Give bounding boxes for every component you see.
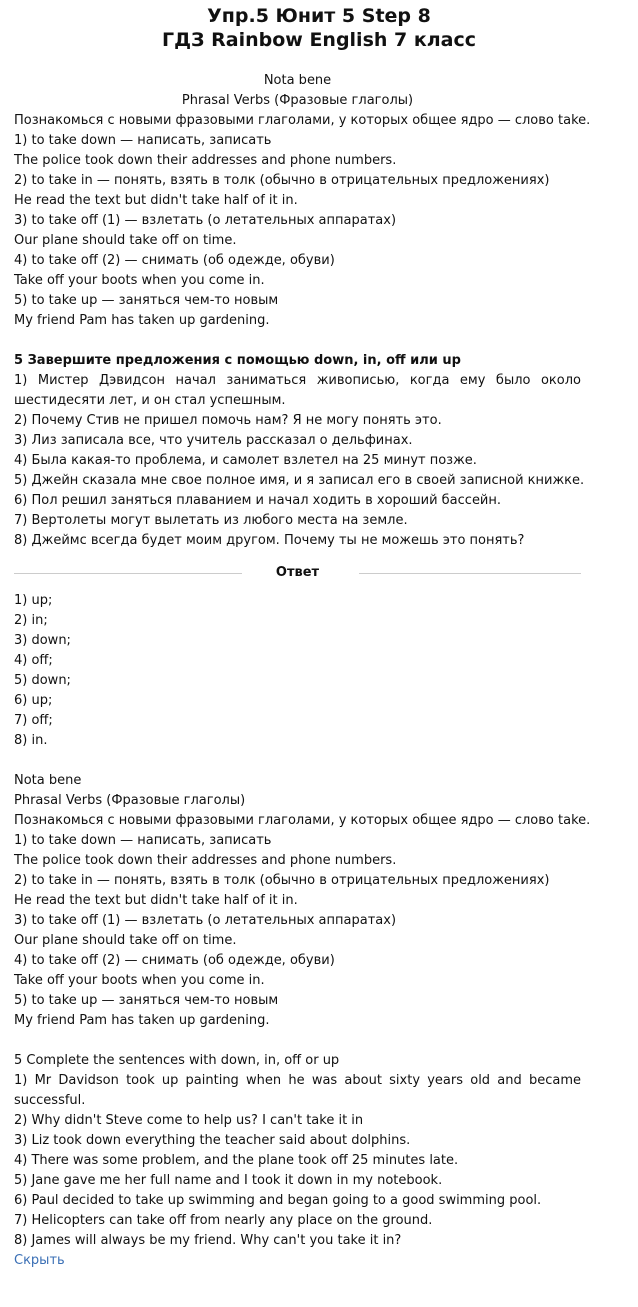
exercise-item: 4) There was some problem, and the plane took off 25 minutes late. xyxy=(14,1153,459,1168)
rule-line: 4) to take off (2) — снимать (об одежде, обуви) xyxy=(14,253,335,268)
exercise-item-line: шестидесяти лет, и он стал успешным. xyxy=(14,393,286,408)
rule-line: Our plane should take off on time. xyxy=(14,233,237,248)
answer-intro-text: Познакомься с новыми фразовыми глаголами, у которых общее ядро — слово take. xyxy=(14,813,591,828)
exercise-list xyxy=(14,371,585,551)
answer-item: 6) up; xyxy=(14,693,53,708)
answer-item: 4) off; xyxy=(14,653,53,668)
rule-line: 2) to take in — понять, взять в толк (обычно в отрицательных предложениях) xyxy=(14,873,550,888)
answer-nota-bene: Nota bene xyxy=(14,773,82,788)
exercise-item: 8) Джеймс всегда будет моим другом. Почему ты не можешь это понять? xyxy=(14,533,525,548)
phrasal-verbs-heading: Phrasal Verbs (Фразовые глаголы) xyxy=(181,93,414,108)
exercise-item-line: successful. xyxy=(14,1093,86,1108)
rule-line: 1) to take down — написать, записать xyxy=(14,833,272,848)
answer-divider xyxy=(14,561,581,591)
answer-item: 7) off; xyxy=(14,713,53,728)
rule-line: My friend Pam has taken up gardening. xyxy=(14,313,270,328)
rule-line: Our plane should take off on time. xyxy=(14,933,237,948)
title-line-2: ГДЗ Rainbow English 7 класс xyxy=(161,29,477,51)
exercise-item: 6) Пол решил заняться плаванием и начал ходить в хороший бассейн. xyxy=(14,493,502,508)
exercise-item: 8) James will always be my friend. Why can't you take it in? xyxy=(14,1233,402,1248)
exercise-item: 3) Liz took down everything the teacher said about dolphins. xyxy=(14,1133,411,1148)
rule-line: Take off your boots when you come in. xyxy=(14,973,265,988)
rule-line: 5) to take up — заняться чем-то новым xyxy=(14,993,279,1008)
answer-item: 8) in. xyxy=(14,733,48,748)
rule-line: My friend Pam has taken up gardening. xyxy=(14,1013,270,1028)
rule-line: 1) to take down — написать, записать xyxy=(14,133,272,148)
answer-item: 2) in; xyxy=(14,613,48,628)
spacer xyxy=(14,331,581,351)
hide-answer-link[interactable]: Скрыть xyxy=(14,1253,65,1268)
rule-line: The police took down their addresses and phone numbers. xyxy=(14,853,397,868)
exercise-item: 2) Why didn't Steve come to help us? I can't take it in xyxy=(14,1113,364,1128)
title-line-1: Упр.5 Юнит 5 Step 8 xyxy=(207,5,431,27)
rule-line: The police took down their addresses and phone numbers. xyxy=(14,153,397,168)
spacer xyxy=(14,751,581,771)
answer-exercise-list xyxy=(14,1071,581,1251)
answer-list xyxy=(14,591,581,751)
rule-line: 3) to take off (1) — взлетать (о летательных аппаратах) xyxy=(14,913,397,928)
rule-line: 2) to take in — понять, взять в толк (обычно в отрицательных предложениях) xyxy=(14,173,550,188)
answer-heading: Ответ xyxy=(275,565,320,580)
exercise-item: 4) Была какая-то проблема, и самолет взлетел на 25 минут позже. xyxy=(14,453,477,468)
nota-bene-heading: Nota bene xyxy=(263,73,332,88)
answer-phrasal-verbs: Phrasal Verbs (Фразовые глаголы) xyxy=(14,793,246,808)
rules-list xyxy=(14,131,581,331)
exercise-item-line: 1) Мистер Дэвидсон начал заниматься живописью, когда ему было около xyxy=(14,373,581,388)
exercise-item: 5) Джейн сказала мне свое полное имя, и я записал его в своей записной книжке. xyxy=(14,473,585,488)
answer-rules-list xyxy=(14,831,581,1031)
rule-line: 4) to take off (2) — снимать (об одежде, обуви) xyxy=(14,953,335,968)
main-content xyxy=(14,71,591,1271)
spacer xyxy=(14,1031,581,1051)
rule-line: Take off your boots when you come in. xyxy=(14,273,265,288)
exercise-title: 5 Завершите предложения с помощью down, in, off или up xyxy=(14,353,461,368)
exercise-item: 5) Jane gave me her full name and I took it down in my notebook. xyxy=(14,1173,443,1188)
exercise-item: 7) Helicopters can take off from nearly any place on the ground. xyxy=(14,1213,433,1228)
page-title xyxy=(0,0,638,52)
intro-text: Познакомься с новыми фразовыми глаголами, у которых общее ядро — слово take. xyxy=(14,113,591,128)
answer-item: 5) down; xyxy=(14,673,71,688)
rule-line: He read the text but didn't take half of it in. xyxy=(14,893,298,908)
answer-exercise-title: 5 Complete the sentences with down, in, off or up xyxy=(14,1053,340,1068)
rule-line: 3) to take off (1) — взлетать (о летательных аппаратах) xyxy=(14,213,397,228)
exercise-item-line: 1) Mr Davidson took up painting when he was about sixty years old and became xyxy=(14,1073,581,1088)
answer-item: 1) up; xyxy=(14,593,53,608)
rule-line: 5) to take up — заняться чем-то новым xyxy=(14,293,279,308)
rule-line: He read the text but didn't take half of it in. xyxy=(14,193,298,208)
divider-line-right xyxy=(359,573,581,574)
answer-item: 3) down; xyxy=(14,633,71,648)
exercise-item: 7) Вертолеты могут вылетать из любого места на земле. xyxy=(14,513,408,528)
exercise-item: 2) Почему Стив не пришел помочь нам? Я не могу понять это. xyxy=(14,413,442,428)
exercise-item: 3) Лиз записала все, что учитель рассказал о дельфинах. xyxy=(14,433,413,448)
exercise-item: 6) Paul decided to take up swimming and began going to a good swimming pool. xyxy=(14,1193,542,1208)
